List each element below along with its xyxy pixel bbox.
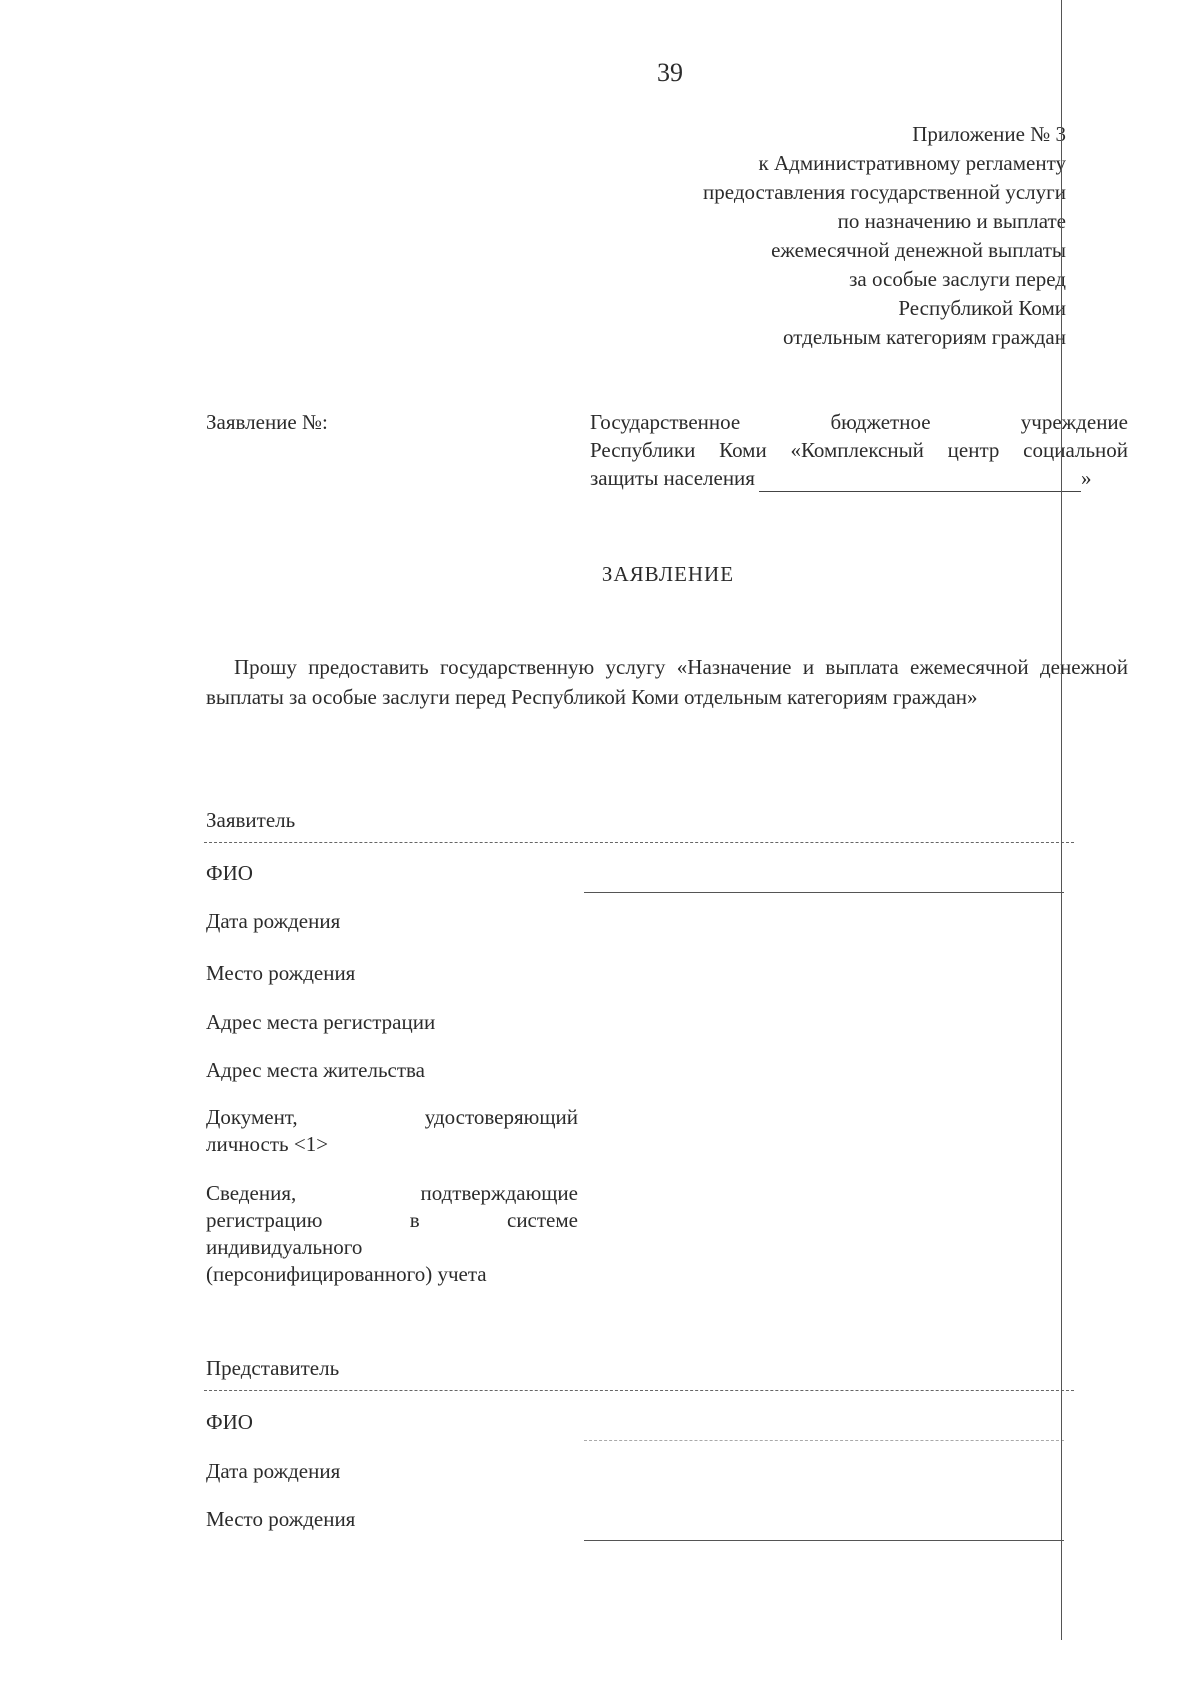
appendix-line: отдельным категориям граждан [783,325,1066,349]
applicant-birth-date-label: Дата рождения [206,909,341,933]
representative-birth-date-label: Дата рождения [206,1459,341,1483]
addressee-blank-field[interactable] [759,471,1081,492]
applicant-id-document-label [206,1104,578,1158]
appendix-line: Приложение № 3 [912,122,1066,146]
appendix-header [586,120,1066,352]
representative-birth-place-field[interactable] [584,1540,1064,1541]
applicant-pension-info-label [206,1180,578,1288]
label-line: (персонифицированного) учета [206,1262,487,1286]
applicant-section-label: Заявитель [206,808,296,832]
appendix-line: Республикой Коми [898,296,1066,320]
closing-quote: » [1080,466,1092,490]
statement-number-label: Заявление №: [206,410,328,434]
scan-fold-line [1061,0,1062,1640]
representative-fio-field[interactable] [584,1440,1064,1441]
appendix-line: предоставления государственной услуги [703,180,1066,204]
label-line: регистрацию в системе [206,1208,578,1232]
applicant-birth-place-label: Место рождения [206,961,356,985]
addressee-line: Государственное бюджетное учреждение [590,410,1128,434]
applicant-divider [204,842,1074,843]
representative-section-label: Представитель [206,1356,340,1380]
applicant-residence-address-label: Адрес места жительства [206,1058,425,1082]
appendix-line: по назначению и выплате [837,209,1066,233]
addressee-line: защиты населения [590,466,755,490]
applicant-fio-label: ФИО [206,861,253,885]
appendix-line: к Административному регламенту [758,151,1066,175]
representative-birth-place-label: Место рождения [206,1507,356,1531]
page-number: 39 [657,58,683,87]
addressee-line: Республики Коми «Комплексный центр социальной [590,438,1128,462]
addressee-block [590,408,1128,492]
representative-fio-label: ФИО [206,1410,253,1434]
label-line: Документ, удостоверяющий [206,1105,578,1129]
appendix-line: за особые заслуги перед [849,267,1066,291]
label-line: индивидуального [206,1235,363,1259]
applicant-registration-address-label: Адрес места регистрации [206,1010,436,1034]
appendix-line: ежемесячной денежной выплаты [771,238,1066,262]
document-title: ЗАЯВЛЕНИЕ [601,562,735,586]
applicant-fio-field[interactable] [584,892,1064,893]
label-line: личность <1> [206,1132,329,1156]
request-paragraph: Прошу предоставить государственную услугу «Назначение и выплата ежемесячной денежной выплаты за особые заслуги перед Республикой Коми отдельным категориям граждан» [206,655,1128,709]
representative-divider [204,1390,1074,1391]
label-line: Сведения, подтверждающие [206,1181,578,1205]
addressee-line-last [590,464,1128,492]
